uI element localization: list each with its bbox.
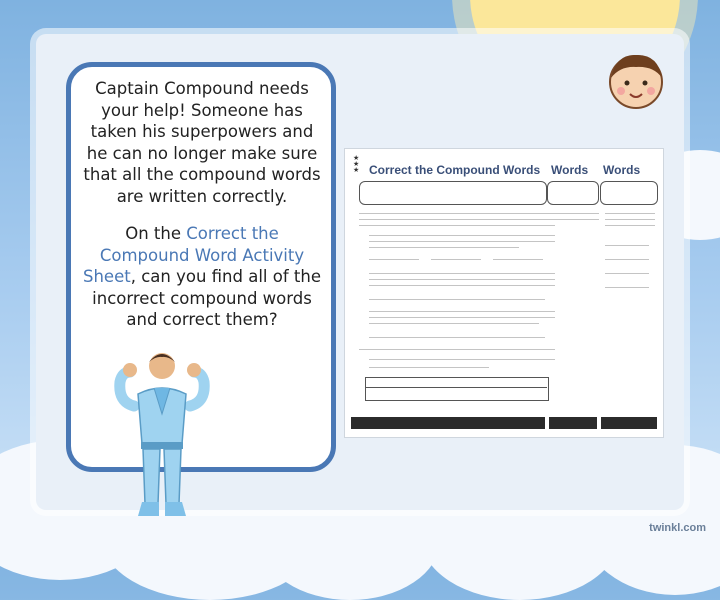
stars-icon: ★ ★ ★: [353, 154, 360, 174]
sheet-title-mid: Words: [551, 163, 589, 177]
objectives-box-mid: [547, 181, 599, 205]
text-line: [605, 225, 655, 226]
text-line: [369, 241, 555, 242]
brand-logo: twinkl.com: [649, 522, 706, 534]
child-face-illustration: [606, 50, 666, 112]
text-line: [605, 259, 649, 260]
text-line: [555, 219, 599, 220]
text-line: [369, 337, 545, 338]
text-line: [369, 367, 489, 368]
text-line: [369, 323, 539, 324]
text-line: [605, 219, 655, 220]
text-line: [605, 245, 649, 246]
text-line: [369, 279, 555, 280]
speech-paragraph-1: Captain Compound needs your help! Someone has taken his superpowers and he can no longer make sure that all the compound words are written correctly.: [83, 79, 321, 206]
text-line: [359, 349, 555, 350]
text-line: [369, 247, 519, 248]
sheet-footer: [351, 417, 545, 429]
speech-paragraph-2: [78, 223, 326, 331]
speech-p2-before: On the: [125, 224, 187, 243]
speech-p2-after: , can you find all of the incorrect compound words and correct them?: [92, 267, 321, 329]
text-line: [605, 273, 649, 274]
word-bank-divider: [365, 387, 547, 388]
word-bank-box: [365, 377, 549, 401]
text-line: [369, 311, 555, 312]
sheet-title-right: Words: [603, 163, 641, 177]
text-line: [555, 213, 599, 214]
text-line: [369, 299, 545, 300]
activity-sheet-link[interactable]: Correct the Compound Word Activity Sheet: [83, 224, 305, 286]
text-line: [359, 213, 555, 214]
text-line: [493, 259, 543, 260]
text-line: [359, 219, 555, 220]
text-line: [359, 225, 555, 226]
text-line: [369, 273, 555, 274]
text-line: [369, 359, 555, 360]
sheet-footer-mid: [549, 417, 597, 429]
text-line: [369, 285, 555, 286]
text-line: [369, 235, 555, 236]
objectives-box: [359, 181, 547, 205]
activity-sheet-preview: [344, 148, 664, 438]
captain-compound-illustration: [112, 344, 212, 524]
text-line: [605, 213, 655, 214]
text-line: [431, 259, 481, 260]
text-line: [605, 287, 649, 288]
sheet-title-main: Correct the Compound Words: [369, 163, 541, 177]
text-line: [369, 317, 555, 318]
objectives-box-right: [600, 181, 658, 205]
sheet-footer-right: [601, 417, 657, 429]
speech-text: [78, 78, 326, 347]
text-line: [369, 259, 419, 260]
